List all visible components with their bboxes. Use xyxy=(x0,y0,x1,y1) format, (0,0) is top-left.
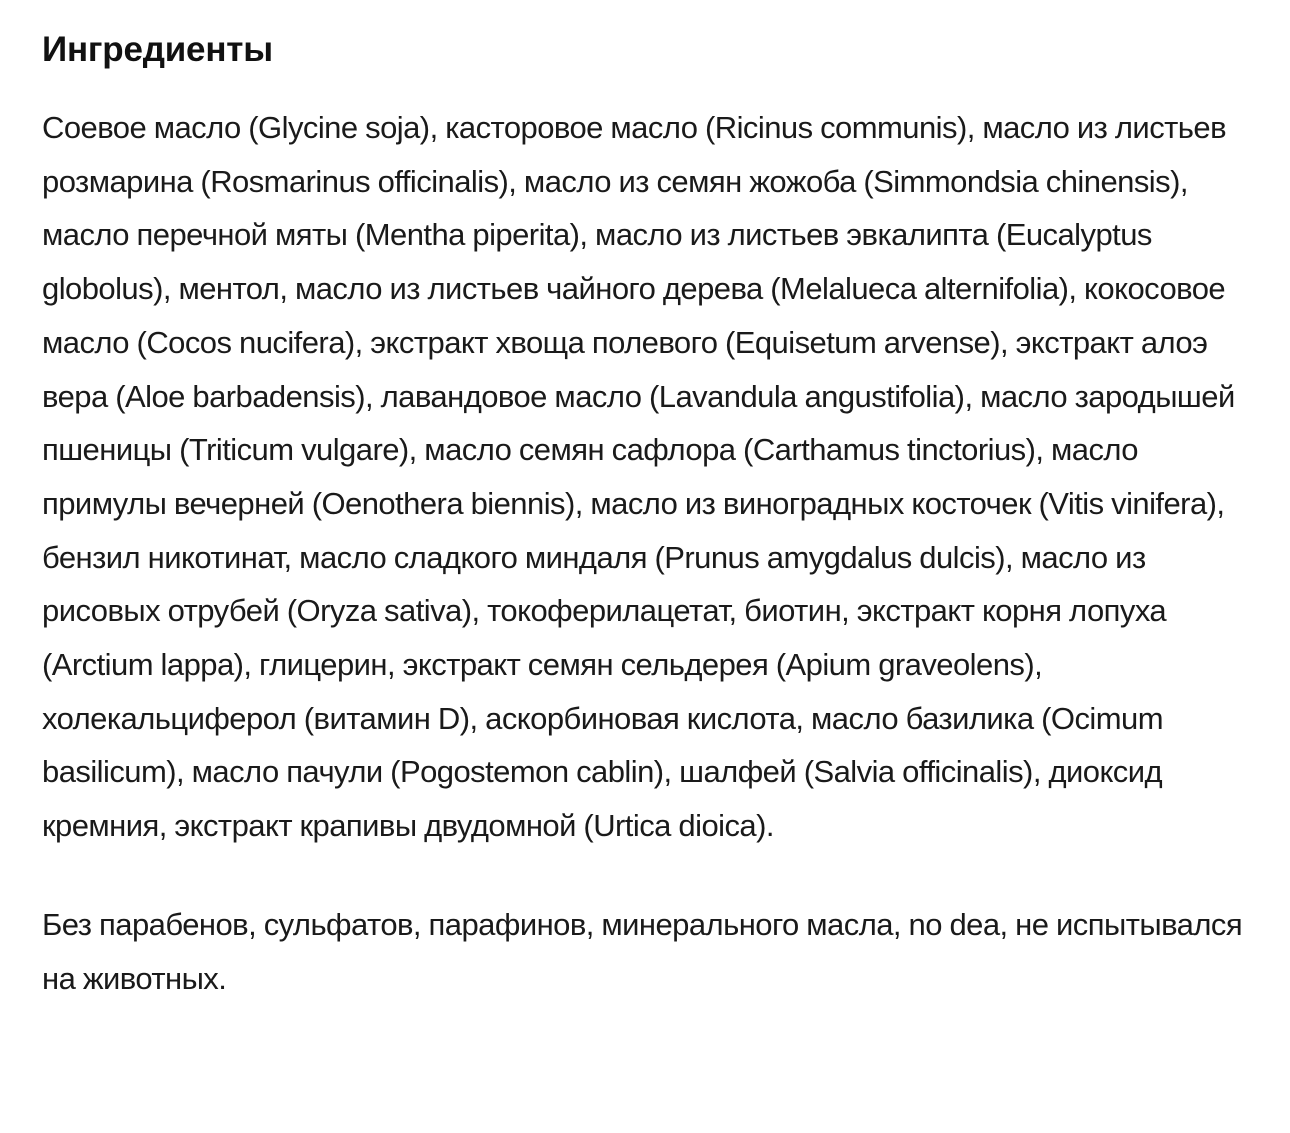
free-from-notice-text: Без парабенов, сульфатов, парафинов, минерального масла, no dea, не испытывался на животных. xyxy=(42,906,1243,996)
ingredients-section xyxy=(42,22,1257,1005)
ingredients-list-text: Соевое масло (Glycine soja), касторовое масло (Ricinus communis), масло из листьев розмарина (Rosmarinus officinalis), масло из семян жожоба (Simmondsia chinensis), масло перечной мяты (Mentha piperita), масло из листьев эвкалипта (Eucalyptus globolus), ментол, масло из листьев чайного дерева (Melalueca alternifolia), кокосовое масло (Cocos nucifera), экстракт хвоща полевого (Equisetum arvense), экстракт алоэ вера (Aloe barbadensis), лавандовое масло (Lavandula angustifolia), масло зародышей пшеницы (Triticum vulgare), масло семян сафлора (Carthamus tinctorius), масло примулы вечерней (Oenothera biennis), масло из виноградных косточек (Vitis vinifera), бензил никотинат, масло сладкого миндаля (Prunus amygdalus dulcis), масло из рисовых отрубей (Oryza sativa), токоферилацетат, биотин, экстракт корня лопуха (Arctium lappa), глицерин, экстракт семян сельдерея (Apium graveolens), холекальциферол (витамин D), аскорбиновая кислота, масло базилика (Ocimum basilicum), масло пачули (Pogostemon cablin), шалфей (Salvia officinalis), диоксид кремния, экстракт крапивы двудомной (Urtica dioica). xyxy=(42,110,1235,844)
section-title: Ингредиенты xyxy=(42,30,273,69)
